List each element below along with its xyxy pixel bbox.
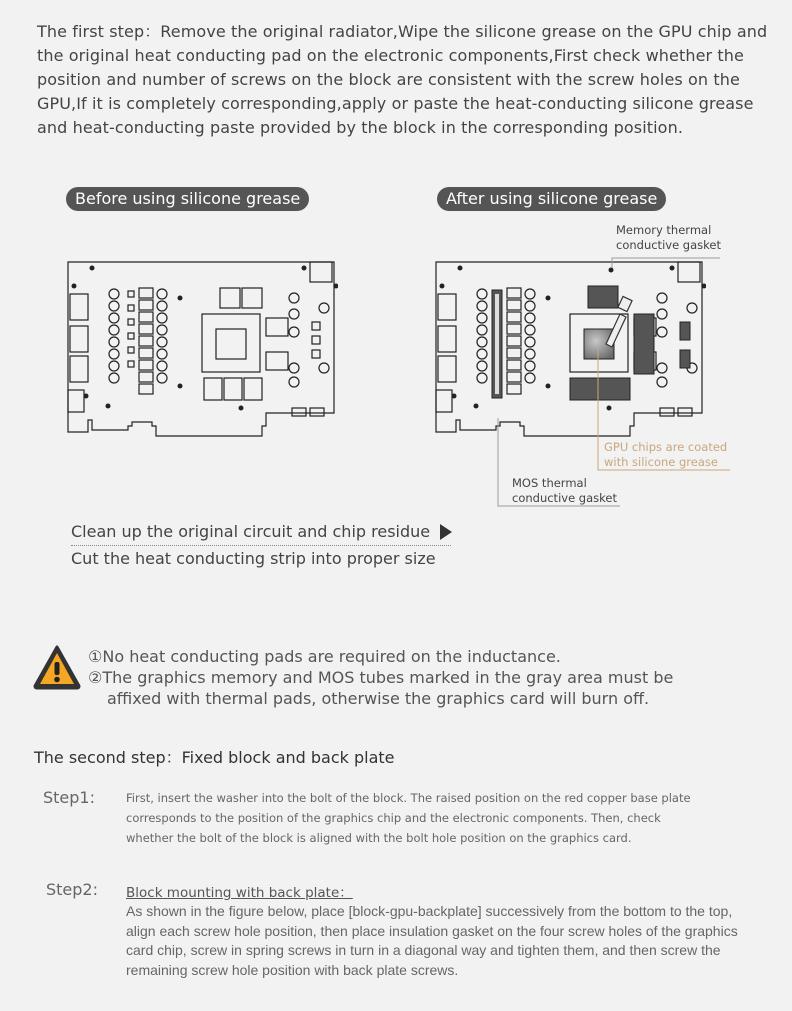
substep2-title: Block mounting with back plate： xyxy=(126,885,353,901)
substep1-line: corresponds to the position of the graphics chip and the electronic components. Then, check xyxy=(126,811,661,825)
gpu-callout-line2: with silicone grease xyxy=(604,455,718,469)
instruction-line1: Clean up the original circuit and chip residue xyxy=(71,522,431,541)
gpu-callout xyxy=(604,440,727,470)
gpu-callout-line1: GPU chips are coated xyxy=(604,440,728,454)
mos-callout xyxy=(512,476,617,506)
before-label: Before using silicone grease xyxy=(66,187,309,211)
memory-callout-line1: Memory thermal xyxy=(616,223,712,237)
after-label: After using silicone grease xyxy=(437,187,666,211)
substep2-body: As shown in the figure below, place [block-gpu-backplate] successively from the bottom to the top, align each screw hole position, then place insulation gasket on the four screw holes of the graphics card chip, screw in spring screws in turn in a diagonal way and tighten them, and then screw the remaining screw hole position with back plate screws. xyxy=(126,903,738,978)
substep1-line: First, insert the washer into the bolt of the block. The raised position on the red copper base plate xyxy=(126,791,691,805)
step2-heading: The second step：Fixed block and back plate xyxy=(34,748,395,767)
substep2-label: Step2: xyxy=(46,880,98,899)
substep1-body xyxy=(126,788,756,848)
substep1-label: Step1: xyxy=(43,788,95,807)
instruction-divider xyxy=(71,545,451,546)
memory-callout xyxy=(616,223,721,253)
step1-paragraph: The first step：Remove the original radiator,Wipe the silicone grease on the GPU chip and the original heat conducting pad on the electronic components,First check whether the position and number of screws on the block are consistent with the screw holes on the GPU,If it is completely corresponding,apply or paste the heat-conducting silicone grease and heat-conducting paste provided by the block in the corresponding position. xyxy=(37,22,768,137)
warning-line2: ②The graphics memory and MOS tubes marked in the gray area must be xyxy=(88,668,674,687)
mos-callout-line1: MOS thermal xyxy=(512,476,587,490)
warning-icon xyxy=(33,644,81,690)
memory-callout-line2: conductive gasket xyxy=(616,238,721,252)
warning-line1: ①No heat conducting pads are required on the inductance. xyxy=(88,647,561,666)
instruction-line2: Cut the heat conducting strip into proper size xyxy=(71,549,436,568)
mos-callout-line2: conductive gasket xyxy=(512,491,617,505)
play-arrow-icon xyxy=(439,523,453,541)
substep1-line: whether the bolt of the block is aligned with the bolt hole position on the graphics card. xyxy=(126,831,632,845)
warning-line3: affixed with thermal pads, otherwise the graphics card will burn off. xyxy=(107,689,650,708)
